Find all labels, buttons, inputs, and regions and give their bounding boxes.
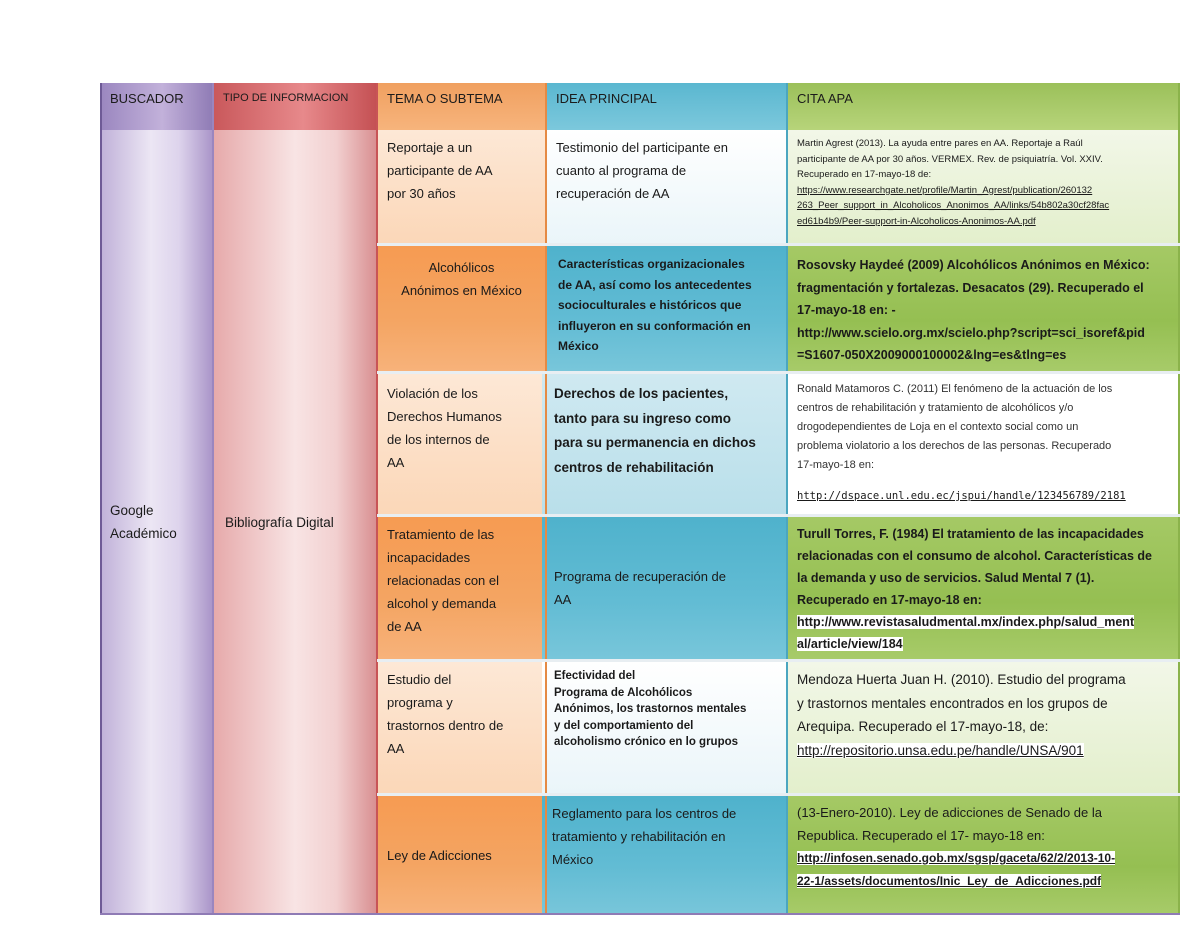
cita-line: 17-mayo-18 en:: [797, 459, 875, 471]
tema-line: por 30 años: [387, 186, 456, 201]
idea-line: México: [552, 852, 594, 867]
row2-idea: [546, 246, 787, 371]
buscador-cell: [100, 130, 213, 914]
row2-cita: [787, 246, 1179, 371]
idea-line: tanto para su ingreso como: [554, 410, 732, 426]
tema-line: Anónimos en México: [401, 283, 522, 298]
row5-tema: [377, 662, 546, 793]
tipo-value: Bibliografía Digital: [225, 514, 334, 530]
cita-line: y trastornos mentales encontrados en los grupos de: [797, 695, 1108, 711]
table-divider: [786, 83, 788, 915]
header-tema-label: TEMA O SUBTEMA: [387, 91, 503, 106]
idea-line: Derechos de los pacientes,: [554, 386, 729, 401]
cita-line: Mendoza Huerta Juan H. (2010). Estudio del programa: [797, 672, 1126, 687]
cita-link[interactable]: ed61b4b9/Peer-support-in-Alcoholicos-Anonimos-AA.pdf: [797, 215, 1036, 227]
tema-line: Derechos Humanos: [387, 409, 502, 424]
row-divider: [377, 243, 1180, 246]
tema-line: participante de AA: [387, 163, 493, 178]
tema-line: de AA: [387, 619, 422, 634]
cita-line: Recuperado en 17-mayo-18 de:: [797, 169, 932, 180]
idea-line: recuperación de AA: [556, 186, 670, 201]
cita-line: Republica. Recuperado el 17- mayo-18 en:: [797, 827, 1045, 843]
cita-line: 17-mayo-18 en: -: [797, 303, 896, 317]
row-divider: [377, 514, 1180, 517]
cita-line: problema violatorio a los derechos de las personas. Recuperado: [797, 440, 1112, 452]
tema-line: Tratamiento de las: [387, 527, 495, 542]
idea-line: para su permanencia en dichos: [554, 435, 756, 450]
header-cita: [787, 83, 1179, 130]
idea-line: centros de rehabilitación: [554, 459, 714, 475]
idea-line: Características organizacionales: [558, 257, 745, 271]
tema-line: trastornos dentro de: [387, 718, 504, 733]
row6-cita: [787, 796, 1179, 914]
tema-line: programa y: [387, 695, 453, 710]
table-border-right: [1178, 83, 1180, 915]
header-cita-label: CITA APA: [797, 91, 853, 106]
cita-line: la demanda y uso de servicios. Salud Mental 7 (1).: [797, 571, 1095, 585]
tema-line: alcohol y demanda: [387, 596, 497, 611]
idea-line: Programa de Alcohólicos: [554, 686, 693, 699]
cita-link[interactable]: http://dspace.unl.edu.ec/jspui/handle/123456789/2181: [797, 490, 1126, 502]
table-divider: [212, 83, 214, 915]
header-tema: [377, 83, 546, 130]
header-tipo-label: TIPO DE INFORMACION: [223, 92, 349, 104]
row5-idea: [542, 662, 787, 793]
cita-line: Ronald Matamoros C. (2011) El fenómeno de la actuación de los: [797, 383, 1113, 395]
idea-line: cuanto al programa de: [556, 163, 687, 178]
header-buscador: [100, 83, 213, 130]
buscador-value-line: Google: [110, 503, 154, 518]
row6-idea: [542, 796, 787, 914]
row4-tema: [377, 517, 546, 659]
row4-cita: [787, 517, 1179, 659]
cita-line: Martin Agrest (2013). La ayuda entre pares en AA. Reportaje a Raúl: [797, 138, 1083, 149]
idea-line: Reglamento para los centros de: [552, 806, 737, 821]
cita-line: Turull Torres, F. (1984) El tratamiento de las incapacidades: [797, 527, 1144, 541]
cita-line: drogodependientes de Loja en el contexto social como un: [797, 421, 1079, 433]
cita-link[interactable]: http://www.scielo.org.mx/scielo.php?script=sci_isoref&pid: [797, 325, 1145, 340]
idea-line: influyeron en su conformación en: [558, 318, 751, 333]
tema-line: Alcohólicos: [428, 260, 495, 275]
cita-line: Recuperado en 17-mayo-18 en:: [797, 593, 982, 607]
header-buscador-label: BUSCADOR: [110, 91, 184, 106]
row3-idea: [542, 374, 787, 514]
idea-line: alcoholismo crónico en lo grupos: [554, 736, 739, 748]
row-divider: [377, 793, 1180, 796]
idea-line: Programa de recuperación de: [554, 569, 726, 584]
idea-line: Anónimos, los trastornos mentales: [554, 703, 747, 715]
idea-line: México: [558, 339, 599, 353]
cita-link[interactable]: http://infosen.senado.gob.mx/sgsp/gaceta/62/2/2013-10-: [797, 851, 1116, 865]
tema-line: Reportaje a un: [387, 140, 473, 155]
tema-line: de los internos de: [387, 432, 490, 447]
cita-line: (13-Enero-2010). Ley de adicciones de Senado de la: [797, 805, 1102, 820]
table-divider: [376, 83, 378, 915]
cita-link[interactable]: =S1607-050X2009000100002&lng=es&tlng=es: [797, 348, 1067, 362]
idea-line: tratamiento y rehabilitación en: [552, 829, 726, 844]
row-divider: [377, 371, 1180, 374]
row5-cita: [787, 662, 1179, 793]
cita-line: centros de rehabilitación y tratamiento de alcohólicos y/o: [797, 402, 1074, 414]
idea-line: de AA, así como los antecedentes: [558, 277, 752, 292]
tema-line: incapacidades: [387, 550, 471, 565]
row1-tema: [377, 130, 546, 243]
cita-line: relacionadas con el consumo de alcohol. Características de: [797, 549, 1152, 563]
idea-line: Testimonio del participante en: [556, 140, 728, 155]
cita-link[interactable]: 263_Peer_support_in_Alcoholicos_Anonimos_AA/links/54b802a30cf28fac: [797, 200, 1110, 211]
row1-cita: [787, 130, 1179, 243]
row1-idea: [546, 130, 787, 243]
header-idea-label: IDEA PRINCIPAL: [556, 91, 657, 106]
row3-cita: [787, 374, 1179, 514]
idea-line: socioculturales e históricos que: [558, 298, 742, 312]
tema-line: Violación de los: [387, 386, 478, 401]
buscador-value: [110, 499, 177, 545]
idea-text: [554, 565, 726, 611]
row6-tema: [377, 796, 546, 914]
tema-line: Estudio del: [387, 672, 452, 687]
idea-line: y del comportamiento del: [554, 719, 694, 732]
row3-tema: [377, 374, 546, 514]
row2-tema: [377, 246, 546, 371]
tipo-cell: [213, 130, 377, 914]
tema-line: Ley de Adicciones: [387, 847, 492, 863]
table-border-left: [100, 83, 102, 915]
idea-line: AA: [554, 592, 572, 607]
cita-link[interactable]: al/article/view/184: [797, 637, 903, 651]
cita-link[interactable]: 22-1/assets/documentos/Inic_Ley_de_Adicciones.pdf: [797, 873, 1102, 888]
cita-line: Rosovsky Haydeé (2009) Alcohólicos Anónimos en México:: [797, 258, 1150, 272]
idea-line: Efectividad del: [554, 670, 636, 682]
cita-line: participante de AA por 30 años. VERMEX. Rev. de psiquiatría. Vol. XXIV.: [797, 153, 1103, 165]
cita-line: fragmentación y fortalezas. Desacatos (29). Recuperado el: [797, 280, 1144, 295]
cita-line: Arequipa. Recuperado el 17-mayo-18, de:: [797, 719, 1049, 734]
cita-link[interactable]: http://www.revistasaludmental.mx/index.php/salud_ment: [797, 615, 1135, 629]
tema-line: AA: [387, 455, 405, 470]
header-idea: [546, 83, 787, 130]
table-border-bottom: [100, 913, 1180, 915]
cita-link[interactable]: http://repositorio.unsa.edu.pe/handle/UNSA/901: [797, 742, 1084, 758]
cita-link[interactable]: https://www.researchgate.net/profile/Martin_Agrest/publication/260132: [797, 184, 1093, 196]
tema-line: AA: [387, 741, 405, 756]
table-divider: [545, 83, 547, 915]
buscador-value-line: Académico: [110, 526, 177, 541]
tema-line: relacionadas con el: [387, 573, 500, 588]
header-tipo: [213, 83, 377, 130]
row4-idea: [542, 517, 787, 659]
row-divider: [377, 659, 1180, 662]
